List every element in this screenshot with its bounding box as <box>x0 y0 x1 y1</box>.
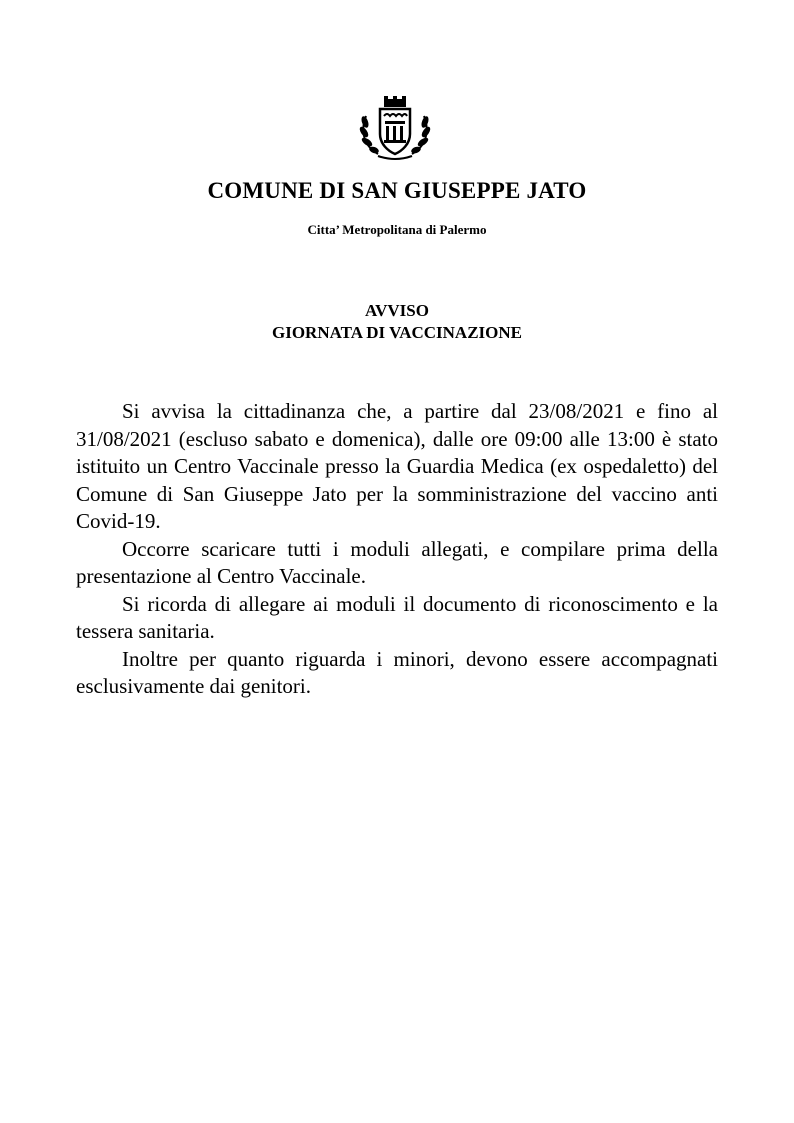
notice-heading-block <box>0 300 794 344</box>
notice-subheading: GIORNATA DI VACCINAZIONE <box>271 323 522 342</box>
notice-body <box>76 398 718 701</box>
body-paragraph: Occorre scaricare tutti i moduli allegati, e compilare prima della presentazione al Centro Vaccinale. <box>76 536 718 588</box>
body-paragraph: Si ricorda di allegare ai moduli il documento di riconoscimento e la tessera sanitaria. <box>76 591 718 643</box>
region-subtitle: Citta’ Metropolitana di Palermo <box>307 222 487 237</box>
municipality-title: COMUNE DI SAN GIUSEPPE JATO <box>207 178 587 203</box>
body-paragraph: Inoltre per quanto riguarda i minori, devono essere accompagnati esclusivamente dai genitori. <box>76 646 718 698</box>
municipal-crest-icon <box>356 96 434 162</box>
body-paragraph: Si avvisa la cittadinanza che, a partire dal 23/08/2021 e fino al 31/08/2021 (escluso sabato e domenica), dalle ore 09:00 alle 13:00 è stato istituito un Centro Vaccinale presso la Guardia Medica (ex ospedaletto) del Comune di San Giuseppe Jato per la somministrazione del vaccino anti Covid-19. <box>76 399 718 533</box>
notice-heading: AVVISO <box>365 301 429 320</box>
